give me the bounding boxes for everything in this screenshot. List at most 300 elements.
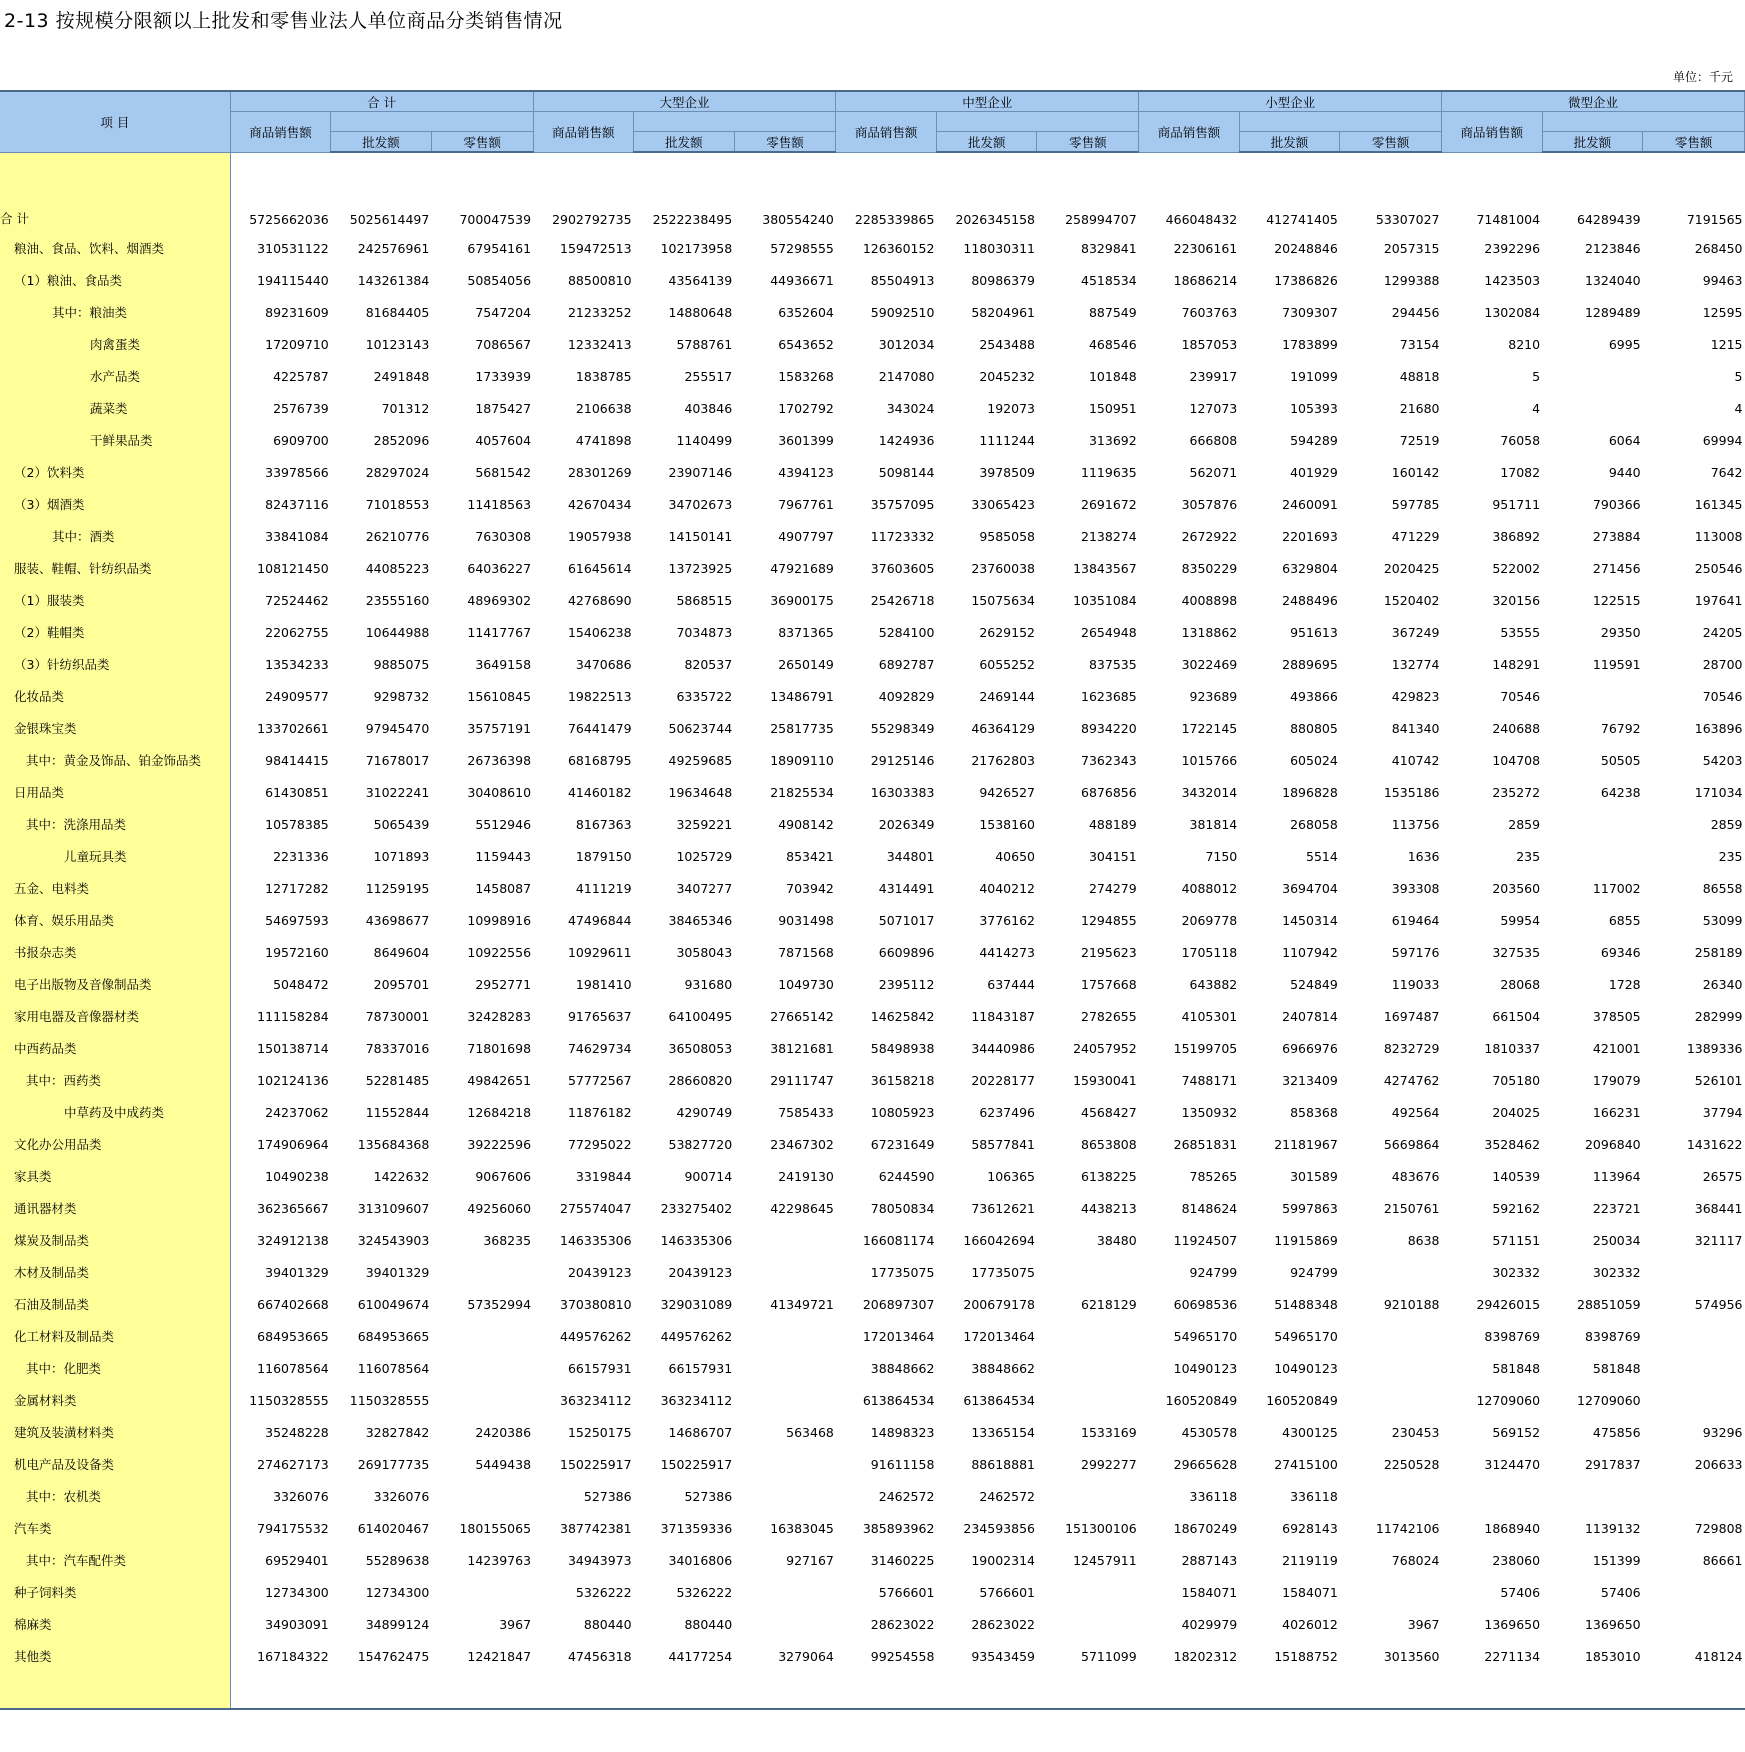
value-cell: 171034 — [1694, 784, 1743, 800]
value-cell: 2992277 — [1081, 1456, 1137, 1472]
table-row — [0, 1512, 1745, 1544]
value-cell: 768024 — [1391, 1552, 1440, 1568]
value-cell: 492564 — [1391, 1104, 1440, 1120]
value-cell: 4029979 — [1181, 1616, 1238, 1632]
value-cell: 31460225 — [870, 1552, 935, 1568]
value-cell: 370380810 — [560, 1296, 632, 1312]
value-cell: 2491848 — [373, 368, 430, 384]
value-cell: 6928143 — [1282, 1520, 1338, 1536]
value-cell: 924799 — [1189, 1264, 1238, 1280]
value-cell: 1623685 — [1081, 688, 1137, 704]
sub-header-span — [936, 112, 1138, 132]
value-cell: 3407277 — [676, 880, 733, 896]
value-cell: 562071 — [1189, 464, 1238, 480]
value-cell: 2407814 — [1282, 1008, 1338, 1024]
value-cell: 31022241 — [365, 784, 430, 800]
value-cell: 2543488 — [979, 336, 1035, 352]
value-cell: 841340 — [1391, 720, 1440, 736]
value-cell: 8653808 — [1081, 1136, 1137, 1152]
value-cell: 410742 — [1391, 752, 1440, 768]
value-cell: 581848 — [1592, 1360, 1641, 1376]
value-cell: 29125146 — [870, 752, 935, 768]
value-cell: 240688 — [1492, 720, 1541, 736]
value-cell: 4518534 — [1081, 272, 1137, 288]
value-cell: 1520402 — [1383, 592, 1440, 608]
value-cell: 1107942 — [1282, 944, 1338, 960]
wholesale-header: 批发额 — [936, 132, 1037, 153]
value-cell: 12734300 — [365, 1584, 430, 1600]
value-cell: 11924507 — [1173, 1232, 1238, 1248]
value-cell: 1150328555 — [249, 1392, 329, 1408]
value-cell: 38465346 — [668, 912, 733, 928]
value-cell: 12709060 — [1476, 1392, 1541, 1408]
spacer-cell — [634, 1672, 735, 1709]
value-cell: 15075634 — [971, 592, 1035, 608]
value-cell: 475856 — [1592, 1424, 1641, 1440]
value-cell — [734, 1448, 836, 1480]
value-cell: 235 — [1516, 848, 1541, 864]
value-cell: 2026345158 — [955, 212, 1035, 227]
row-label: 其中：汽车配件类 — [0, 1544, 230, 1576]
value-cell: 605024 — [1290, 752, 1338, 768]
value-cell: 2420386 — [475, 1424, 532, 1440]
value-cell: 235 — [1718, 848, 1743, 864]
value-cell: 48969302 — [467, 592, 532, 608]
value-cell: 57406 — [1600, 1584, 1641, 1600]
value-cell: 89231609 — [265, 304, 329, 320]
value-cell: 26736398 — [467, 752, 532, 768]
value-cell: 50854056 — [467, 272, 532, 288]
value-cell: 2045232 — [979, 368, 1035, 384]
spacer-cell — [734, 1672, 836, 1709]
value-cell: 49842651 — [467, 1072, 532, 1088]
value-cell — [1037, 1320, 1139, 1352]
spacer-cell — [836, 1672, 937, 1709]
value-cell: 35757191 — [467, 720, 532, 736]
value-cell: 17209710 — [265, 336, 329, 352]
value-cell: 4092829 — [878, 688, 935, 704]
value-cell: 378505 — [1592, 1008, 1641, 1024]
value-cell: 16383045 — [770, 1520, 834, 1536]
value-cell: 661504 — [1492, 1008, 1541, 1024]
value-cell: 344801 — [886, 848, 935, 864]
value-cell: 13843567 — [1073, 560, 1137, 576]
value-cell: 5766601 — [878, 1584, 935, 1600]
value-cell: 282999 — [1694, 1008, 1743, 1024]
value-cell: 4907797 — [778, 528, 834, 544]
value-cell: 3978509 — [979, 464, 1035, 480]
value-cell — [734, 1608, 836, 1640]
value-cell: 6218129 — [1081, 1296, 1137, 1312]
value-cell: 2419130 — [778, 1168, 834, 1184]
value-cell: 2123846 — [1584, 240, 1641, 256]
value-cell: 93296 — [1702, 1424, 1743, 1440]
value-cell: 5449438 — [475, 1456, 532, 1472]
value-cell: 488189 — [1088, 816, 1137, 832]
value-cell: 2147080 — [878, 368, 935, 384]
value-cell: 47921689 — [770, 560, 834, 576]
value-cell: 468546 — [1088, 336, 1137, 352]
value-cell: 258189 — [1694, 944, 1743, 960]
value-cell: 1423503 — [1484, 272, 1541, 288]
value-cell: 1783899 — [1282, 336, 1338, 352]
value-cell: 1533169 — [1081, 1424, 1137, 1440]
value-cell: 363234112 — [560, 1392, 632, 1408]
value-cell: 6995 — [1608, 336, 1641, 352]
value-cell: 179079 — [1592, 1072, 1641, 1088]
value-cell: 3694704 — [1282, 880, 1338, 896]
value-cell: 637444 — [987, 976, 1035, 992]
value-cell: 613864534 — [862, 1392, 935, 1408]
value-cell: 233275402 — [660, 1200, 733, 1216]
value-cell: 48818 — [1399, 368, 1440, 384]
value-cell: 418124 — [1694, 1648, 1743, 1664]
table-row — [0, 1000, 1745, 1032]
value-cell: 258994707 — [1065, 212, 1137, 227]
value-cell: 1369650 — [1584, 1616, 1641, 1632]
value-cell: 1705118 — [1181, 944, 1238, 960]
value-cell: 11915869 — [1274, 1232, 1338, 1248]
value-cell: 12332413 — [567, 336, 632, 352]
value-cell: 4 — [1734, 400, 1743, 416]
spacer-cell — [1139, 1672, 1240, 1709]
row-label: 建筑及装潢材料类 — [0, 1416, 230, 1448]
value-cell: 7488171 — [1181, 1072, 1238, 1088]
value-cell: 1733939 — [475, 368, 532, 384]
value-cell: 6892787 — [878, 656, 935, 672]
value-cell: 302332 — [1492, 1264, 1541, 1280]
value-cell: 619464 — [1391, 912, 1440, 928]
value-cell: 380554240 — [762, 212, 834, 227]
sub-header-span — [1542, 112, 1744, 132]
value-cell: 1111244 — [979, 432, 1035, 448]
value-cell: 172013464 — [862, 1328, 935, 1344]
value-cell: 785265 — [1189, 1168, 1238, 1184]
row-label: 其中：粮油类 — [0, 296, 230, 328]
value-cell: 21233252 — [567, 304, 632, 320]
value-cell: 597176 — [1391, 944, 1440, 960]
row-label: 种子饲料类 — [0, 1576, 230, 1608]
value-cell: 301589 — [1290, 1168, 1338, 1184]
table-body — [0, 152, 1745, 1709]
value-cell: 8371365 — [778, 624, 834, 640]
value-cell: 64100495 — [668, 1008, 733, 1024]
value-cell: 71678017 — [365, 752, 430, 768]
value-cell: 6855 — [1608, 912, 1641, 928]
value-cell: 2106638 — [575, 400, 632, 416]
value-cell — [1643, 1256, 1745, 1288]
value-cell: 91765637 — [567, 1008, 632, 1024]
value-cell: 9210188 — [1383, 1296, 1440, 1312]
value-cell: 12717282 — [265, 880, 329, 896]
row-label: 棉麻类 — [0, 1608, 230, 1640]
value-cell: 160142 — [1391, 464, 1440, 480]
value-cell: 15930041 — [1073, 1072, 1137, 1088]
row-label: 中草药及中成药类 — [0, 1096, 230, 1128]
value-cell: 597785 — [1391, 496, 1440, 512]
spacer-cell — [230, 1672, 331, 1709]
value-cell: 594289 — [1290, 432, 1338, 448]
row-label: （3）烟酒类 — [0, 488, 230, 520]
value-cell: 2057315 — [1383, 240, 1440, 256]
value-cell — [1340, 1320, 1442, 1352]
sales-table — [0, 90, 1745, 1710]
value-cell: 51488348 — [1274, 1296, 1338, 1312]
value-cell: 172013464 — [963, 1328, 1035, 1344]
value-cell: 66157931 — [567, 1360, 632, 1376]
value-cell: 4274762 — [1383, 1072, 1440, 1088]
wholesale-header: 批发额 — [634, 132, 735, 153]
row-label: 水产品类 — [0, 360, 230, 392]
value-cell: 159472513 — [560, 240, 632, 256]
group-header-micro: 微型企业 — [1442, 91, 1745, 112]
value-cell: 146335306 — [560, 1232, 632, 1248]
value-cell: 2852096 — [373, 432, 430, 448]
value-cell: 127073 — [1189, 400, 1238, 416]
value-cell — [1037, 1576, 1139, 1608]
value-cell: 924799 — [1290, 1264, 1338, 1280]
value-cell: 5766601 — [979, 1584, 1035, 1600]
value-cell: 28301269 — [567, 464, 632, 480]
value-cell: 59092510 — [870, 304, 935, 320]
sales-header: 商品销售额 — [1442, 112, 1543, 153]
value-cell: 1458087 — [475, 880, 532, 896]
value-cell: 368235 — [483, 1232, 532, 1248]
value-cell: 1150328555 — [349, 1392, 430, 1408]
value-cell: 72519 — [1399, 432, 1440, 448]
value-cell: 135684368 — [357, 1136, 430, 1152]
table-row — [0, 968, 1745, 1000]
value-cell: 70546 — [1500, 688, 1541, 704]
row-label: 粮油、食品、饮料、烟酒类 — [0, 232, 230, 264]
value-cell: 77295022 — [567, 1136, 632, 1152]
value-cell — [431, 1576, 533, 1608]
spacer-cell — [1340, 1672, 1442, 1709]
spacer-cell — [936, 152, 1037, 195]
value-cell: 449576262 — [560, 1328, 632, 1344]
table-row — [0, 840, 1745, 872]
value-cell: 14880648 — [668, 304, 733, 320]
value-cell: 36508053 — [668, 1040, 733, 1056]
value-cell: 5 — [1532, 368, 1541, 384]
value-cell: 12734300 — [265, 1584, 329, 1600]
value-cell — [1340, 1480, 1442, 1512]
value-cell: 119591 — [1592, 656, 1641, 672]
row-label: 其中：黄金及饰品、铂金饰品类 — [0, 744, 230, 776]
value-cell: 17735075 — [870, 1264, 935, 1280]
value-cell: 343024 — [886, 400, 935, 416]
value-cell: 6064 — [1608, 432, 1641, 448]
value-cell: 197641 — [1694, 592, 1743, 608]
value-cell: 7309307 — [1282, 304, 1338, 320]
value-cell: 4300125 — [1282, 1424, 1338, 1440]
value-cell: 563468 — [786, 1424, 834, 1440]
value-cell: 951711 — [1492, 496, 1541, 512]
table-row — [0, 195, 1745, 232]
value-cell — [1643, 1320, 1745, 1352]
table-row — [0, 808, 1745, 840]
value-cell — [1643, 1608, 1745, 1640]
value-cell: 1538160 — [979, 816, 1035, 832]
value-cell: 98414415 — [265, 752, 329, 768]
value-cell: 367249 — [1391, 624, 1440, 640]
value-cell: 1636 — [1407, 848, 1440, 864]
value-cell: 13534233 — [265, 656, 329, 672]
value-cell: 1289489 — [1584, 304, 1641, 320]
value-cell: 2629152 — [979, 624, 1035, 640]
value-cell: 80986379 — [971, 272, 1035, 288]
value-cell: 1853010 — [1584, 1648, 1641, 1664]
value-cell: 569152 — [1492, 1424, 1541, 1440]
spacer-cell — [533, 152, 634, 195]
value-cell: 3124470 — [1484, 1456, 1541, 1472]
value-cell — [734, 1576, 836, 1608]
value-cell: 64238 — [1600, 784, 1641, 800]
row-label: （2）鞋帽类 — [0, 616, 230, 648]
value-cell: 44936671 — [770, 272, 834, 288]
value-cell: 166231 — [1592, 1104, 1641, 1120]
value-cell: 19002314 — [971, 1552, 1035, 1568]
value-cell: 471229 — [1391, 528, 1440, 544]
value-cell: 192073 — [987, 400, 1035, 416]
value-cell: 1389336 — [1686, 1040, 1743, 1056]
value-cell: 93543459 — [971, 1648, 1035, 1664]
value-cell: 21762803 — [971, 752, 1035, 768]
value-cell: 269177735 — [357, 1456, 430, 1472]
value-cell: 4008898 — [1181, 592, 1238, 608]
value-cell — [1442, 1480, 1543, 1512]
value-cell: 140539 — [1492, 1168, 1541, 1184]
value-cell: 37794 — [1702, 1104, 1743, 1120]
value-cell: 8167363 — [575, 816, 632, 832]
value-cell: 166081174 — [862, 1232, 935, 1248]
value-cell: 15250175 — [567, 1424, 632, 1440]
value-cell: 38480 — [1096, 1232, 1137, 1248]
value-cell: 2488496 — [1282, 592, 1338, 608]
value-cell: 88618881 — [971, 1456, 1035, 1472]
value-cell: 11723332 — [870, 528, 935, 544]
value-cell: 29426015 — [1476, 1296, 1541, 1312]
value-cell: 68168795 — [567, 752, 632, 768]
value-cell: 8934220 — [1081, 720, 1137, 736]
value-cell: 2859 — [1710, 816, 1743, 832]
value-cell: 1299388 — [1383, 272, 1440, 288]
value-cell: 28660820 — [668, 1072, 733, 1088]
value-cell: 324912138 — [257, 1232, 329, 1248]
value-cell: 3470686 — [575, 656, 632, 672]
value-cell: 4088012 — [1181, 880, 1238, 896]
value-cell: 6138225 — [1081, 1168, 1137, 1184]
value-cell: 1302084 — [1484, 304, 1541, 320]
value-cell: 8329841 — [1081, 240, 1137, 256]
value-cell: 5711099 — [1081, 1648, 1137, 1664]
value-cell: 493866 — [1290, 688, 1338, 704]
value-cell: 2654948 — [1081, 624, 1137, 640]
value-cell: 271456 — [1592, 560, 1641, 576]
value-cell: 97945470 — [365, 720, 430, 736]
table-row — [0, 1320, 1745, 1352]
value-cell — [1542, 392, 1643, 424]
value-cell: 3967 — [499, 1616, 532, 1632]
value-cell: 837535 — [1088, 656, 1137, 672]
value-cell: 2026349 — [878, 816, 935, 832]
value-cell: 6352604 — [778, 304, 834, 320]
value-cell: 7547204 — [475, 304, 532, 320]
value-cell: 180155065 — [459, 1520, 532, 1536]
value-cell: 5025614497 — [349, 212, 430, 227]
row-label: 金属材料类 — [0, 1384, 230, 1416]
value-cell: 4057604 — [475, 432, 532, 448]
value-cell: 3432014 — [1181, 784, 1238, 800]
value-cell: 684953665 — [357, 1328, 430, 1344]
value-cell: 5284100 — [878, 624, 935, 640]
value-cell: 927167 — [786, 1552, 834, 1568]
retail-header: 零售额 — [1037, 132, 1139, 153]
value-cell: 310531122 — [257, 240, 329, 256]
value-cell: 403846 — [684, 400, 733, 416]
table-row — [0, 1544, 1745, 1576]
value-cell: 4908142 — [778, 816, 834, 832]
value-cell: 69994 — [1702, 432, 1743, 448]
wholesale-header: 批发额 — [331, 132, 432, 153]
value-cell: 39222596 — [467, 1136, 532, 1152]
table-row — [0, 680, 1745, 712]
value-cell: 371359336 — [660, 1520, 733, 1536]
value-cell: 3776162 — [979, 912, 1035, 928]
value-cell — [1340, 1576, 1442, 1608]
value-cell: 24205 — [1702, 624, 1743, 640]
value-cell: 9440 — [1608, 464, 1641, 480]
value-cell: 5048472 — [273, 976, 329, 992]
value-cell: 275574047 — [560, 1200, 632, 1216]
value-cell: 38848662 — [971, 1360, 1035, 1376]
value-cell: 14625842 — [870, 1008, 935, 1024]
value-cell: 3601399 — [778, 432, 834, 448]
row-label: 中西药品类 — [0, 1032, 230, 1064]
value-cell: 191099 — [1290, 368, 1338, 384]
value-cell: 55289638 — [365, 1552, 430, 1568]
value-cell: 49259685 — [668, 752, 733, 768]
row-label: 家具类 — [0, 1160, 230, 1192]
value-cell: 28623022 — [971, 1616, 1035, 1632]
value-cell: 113008 — [1694, 528, 1743, 544]
spacer-cell — [230, 152, 331, 195]
value-cell: 15188752 — [1274, 1648, 1338, 1664]
value-cell: 174906964 — [257, 1136, 329, 1152]
value-cell: 2691672 — [1081, 496, 1137, 512]
value-cell: 6335722 — [676, 688, 733, 704]
value-cell: 26575 — [1702, 1168, 1743, 1184]
row-label: （2）饮料类 — [0, 456, 230, 488]
value-cell: 238060 — [1492, 1552, 1541, 1568]
value-cell: 78050834 — [870, 1200, 935, 1216]
value-cell: 117002 — [1592, 880, 1641, 896]
value-cell: 67231649 — [870, 1136, 935, 1152]
value-cell: 234593856 — [963, 1520, 1035, 1536]
spacer-cell — [734, 152, 836, 195]
value-cell: 1697487 — [1383, 1008, 1440, 1024]
value-cell: 14898323 — [870, 1424, 935, 1440]
row-label: 服装、鞋帽、针纺织品类 — [0, 552, 230, 584]
value-cell: 6609896 — [878, 944, 935, 960]
value-cell: 3213409 — [1282, 1072, 1338, 1088]
value-cell: 2460091 — [1282, 496, 1338, 512]
row-label: （1）粮油、食品类 — [0, 264, 230, 296]
value-cell: 666808 — [1189, 432, 1238, 448]
value-cell — [734, 1352, 836, 1384]
value-cell: 2522238495 — [652, 212, 733, 227]
value-cell: 2150761 — [1383, 1200, 1440, 1216]
